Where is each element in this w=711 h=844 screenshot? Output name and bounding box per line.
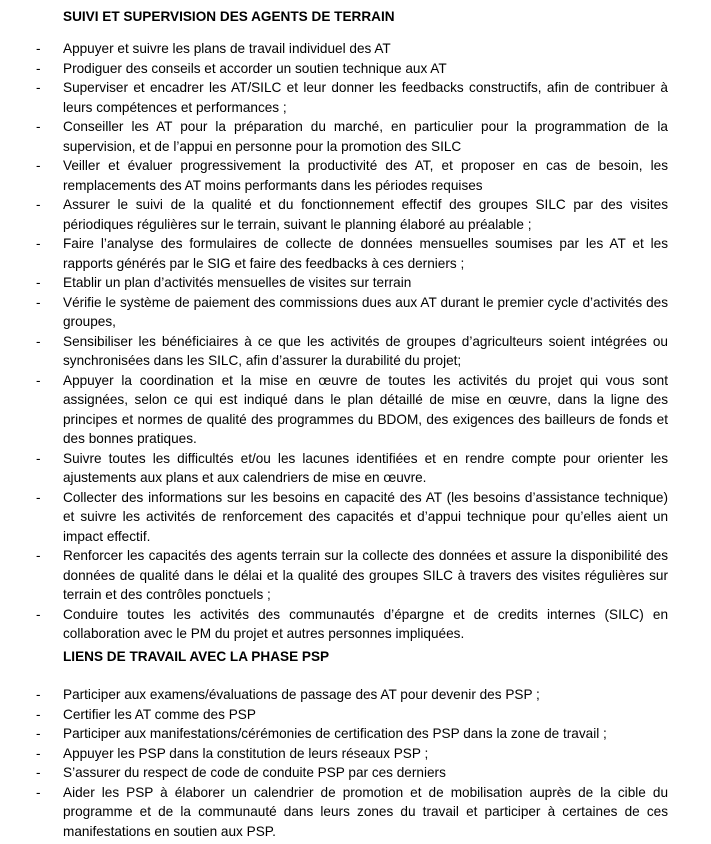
list-item-text: Etablir un plan d’activités mensuelles de visites sur terrain [63,275,412,290]
bullet-dash: - [36,706,41,722]
list-item [0,449,711,488]
list-item-text: Vérifie le système de paiement des commissions dues aux AT durant le premier cycle d’activités des groupes, [63,294,668,329]
list-item-text: Conseiller les AT pour la préparation du marché, en particulier pour la programmation de la supervision, et de l’appui en personne pour la promotion des SILC [63,119,668,154]
list-item-text: Suivre toutes les difficultés et/ou les lacunes identifiées et en rendre compte pour orienter les ajustements aux plans et aux calendriers de mise en œuvre. [63,450,668,485]
list-item [0,605,711,644]
psp-task-list [0,685,711,841]
bullet-dash: - [36,606,41,622]
bullet-dash: - [36,236,41,251]
list-item-text: Veiller et évaluer progressivement la productivité des AT, et proposer en cas de besoin, les remplacements des AT moins performants dans les périodes requises [63,158,668,193]
bullet-dash: - [36,372,41,388]
list-item-text: Sensibiliser les bénéficiaires à ce que les activités de groupes d’agriculteurs soient intégrées ou synchronisées dans les SILC, afin d’assurer la durabilité du projet; [63,333,668,368]
bullet-dash: - [36,197,41,212]
list-item-text: Appuyer la coordination et la mise en œuvre de toutes les activités du projet qui vous sont assignées, selon ce qui est indiqué dans le plan détaillé de mise en œuvre, dans la ligne des principes et normes de qualité des programmes du BDOM, des exigences des bailleurs de fonds et des bonnes pratiques. [63,372,668,446]
list-item-text: Participer aux manifestations/cérémonies de certification des PSP dans la zone de travail ; [63,726,607,741]
list-item-text: Participer aux examens/évaluations de passage des AT pour devenir des PSP ; [63,687,540,702]
bullet-dash: - [36,745,41,761]
list-item [0,763,711,783]
bullet-dash: - [36,687,41,702]
bullet-dash: - [36,489,41,505]
bullet-dash: - [36,765,41,780]
list-item [0,59,711,79]
list-item-text: Certifier les AT comme des PSP [63,706,256,722]
list-item [0,371,711,449]
list-item-text: Conduire toutes les activités des communautés d’épargne et de credits internes (SILC) en collaboration avec le PM du projet et autres personnes impliquées. [63,606,668,641]
list-item [0,685,711,705]
bullet-dash: - [36,294,41,310]
list-item-text: Appuyer et suivre les plans de travail individuel des AT [63,41,391,56]
list-item [0,783,711,842]
list-item [0,117,711,156]
bullet-dash: - [36,784,41,800]
section-heading-supervision: SUIVI ET SUPERVISION DES AGENTS DE TERRAIN [63,9,395,24]
list-item-text: S’assurer du respect de code de conduite PSP par ces derniers [63,765,446,780]
list-item [0,39,711,59]
list-item [0,234,711,273]
bullet-dash: - [36,60,41,76]
list-item [0,332,711,371]
list-item-text: Collecter des informations sur les besoins en capacité des AT (les besoins d’assistance technique) et suivre les activités de renforcement des capacités et d’appui technique pour qu’elles aient un impact effectif. [63,489,668,544]
supervision-task-list [0,39,711,644]
bullet-dash: - [36,119,41,134]
list-item-text: Appuyer les PSP dans la constitution de leurs réseaux PSP ; [63,745,429,761]
list-item [0,546,711,605]
list-item-text: Assurer le suivi de la qualité et du fonctionnement effectif des groupes SILC par des visites périodiques régulières sur le terrain, suivant le planning élaboré au préalable ; [63,197,668,232]
list-item [0,293,711,332]
list-item-text: Renforcer les capacités des agents terrain sur la collecte des données et assure la disponibilité des données de qualité dans le délai et la qualité des groupes SILC à travers des visites régulières sur terrain et des contrôles ponctuels ; [63,548,668,602]
list-item-text: Prodiguer des conseils et accorder un soutien technique aux AT [63,60,447,76]
list-item [0,195,711,234]
bullet-dash: - [36,450,41,466]
list-item-text: Faire l’analyse des formulaires de collecte de données mensuelles soumises par les AT et les rapports générés par le SIG et faire des feedbacks à ces derniers ; [63,236,668,271]
bullet-dash: - [36,80,41,95]
bullet-dash: - [36,275,41,290]
list-item [0,488,711,547]
bullet-dash: - [36,548,41,563]
list-item [0,744,711,764]
list-item [0,156,711,195]
list-item [0,78,711,117]
list-item-text: Aider les PSP à élaborer un calendrier de promotion et de mobilisation auprès de la cible du programme et de la communauté dans leurs zones du travail et participer à certaines de ces manifestations en soutien aux PSP. [63,784,668,839]
section-heading-psp-links: LIENS DE TRAVAIL AVEC LA PHASE PSP [63,649,330,664]
bullet-dash: - [36,158,41,173]
list-item [0,724,711,744]
list-item-text: Superviser et encadrer les AT/SILC et leur donner les feedbacks constructifs, afin de contribuer à leurs compétences et performances ; [63,80,668,115]
list-item [0,705,711,725]
bullet-dash: - [36,726,41,741]
bullet-dash: - [36,333,41,349]
bullet-dash: - [36,41,41,56]
list-item [0,273,711,293]
